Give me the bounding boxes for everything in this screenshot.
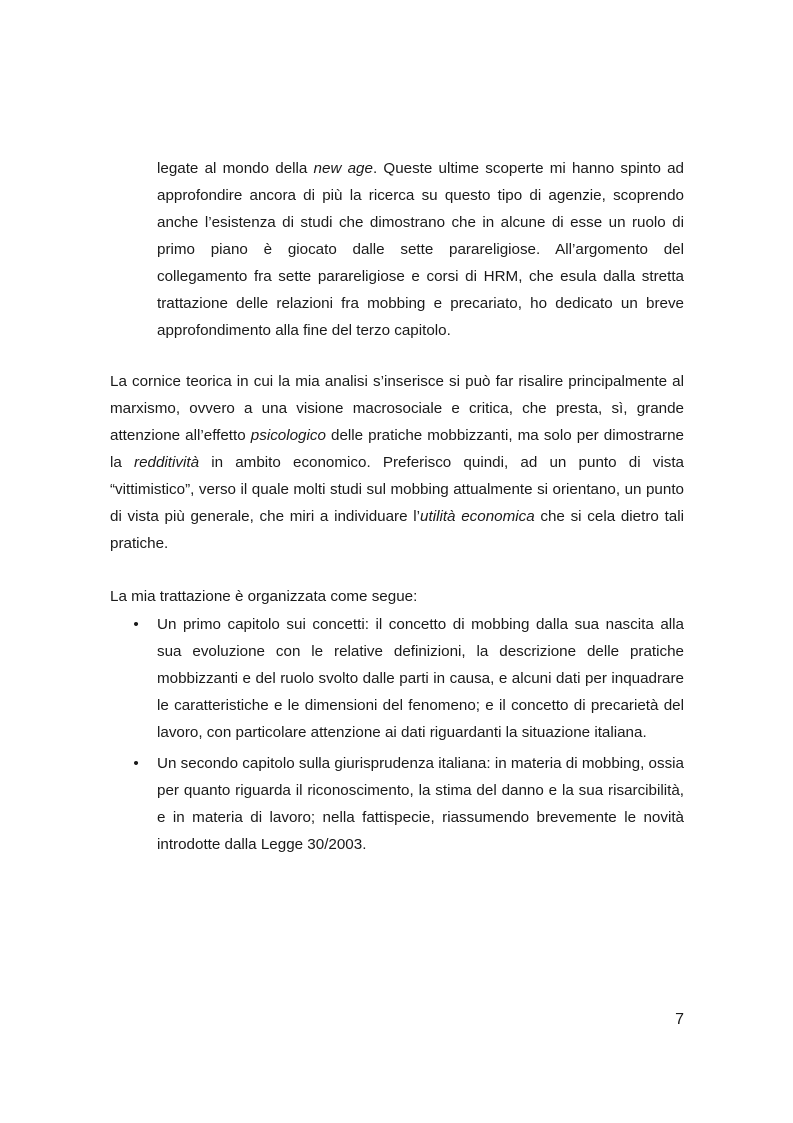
italic-term-redditivita: redditività: [134, 454, 200, 471]
page-number: 7: [675, 1011, 684, 1028]
text-run: delle pratiche mobbizzanti, ma solo per dimostrarne la: [110, 427, 684, 471]
italic-term-psicologico: psicologico: [250, 427, 326, 444]
paragraph-intro-continuation: [157, 155, 684, 344]
text-run: La cornice teorica in cui la mia analisi s’inserisce si può far risalire principalmente al marxismo, ovvero a una visione macrosociale e critica, che presta, sì, grande attenzione all’effetto: [110, 373, 684, 444]
text-run: che si cela dietro tali pratiche.: [110, 508, 684, 552]
paragraph-theoretical-frame: [110, 368, 684, 557]
italic-term-utilita-economica: utilità economica: [420, 508, 535, 525]
paragraph-organization-intro: La mia trattazione è organizzata come segue:: [110, 588, 418, 605]
bullet-icon: •: [133, 755, 139, 772]
text-run: . Queste ultime scoperte mi hanno spinto ad approfondire ancora di più la ricerca su questo tipo di agenzie, scoprendo anche l’esistenza di studi che dimostrano che in alcune di esse un ruolo di primo piano è giocato dalle sette parareligiose. All’argomento del collegamento fra sette parareligiose e corsi di HRM, che esula dalla stretta trattazione delle relazioni fra mobbing e precariato, ho dedicato un breve approfondimento alla fine del terzo capitolo.: [157, 160, 684, 339]
italic-term-new-age: new age: [313, 160, 373, 177]
text-run: legate al mondo della: [157, 160, 314, 177]
chapter-bullet-list: [110, 611, 684, 862]
list-item-chapter-2: [110, 750, 684, 858]
list-item-text: Un secondo capitolo sulla giurisprudenza italiana: in materia di mobbing, ossia per quanto riguarda il riconoscimento, la stima del danno e la sua risarcibilità, e in materia di lavoro; nella fattispecie, riassumendo brevemente le novità introdotte dalla Legge 30/2003.: [157, 755, 684, 853]
list-item-chapter-1: [110, 611, 684, 746]
list-item-text: Un primo capitolo sui concetti: il concetto di mobbing dalla sua nascita alla sua evoluzione con le relative definizioni, la descrizione delle pratiche mobbizzanti e del ruolo svolto dalle parti in causa, e alcuni dati per inquadrare le caratteristiche e le dimensioni del fenomeno; e il concetto di precarietà del lavoro, con particolare attenzione ai dati riguardanti la situazione italiana.: [157, 616, 684, 741]
text-run: in ambito economico. Preferisco quindi, ad un punto di vista “vittimistico”, verso il quale molti studi sul mobbing attualmente si orientano, un punto di vista più generale, che miri a individuare l’: [110, 454, 684, 525]
bullet-icon: •: [133, 616, 139, 633]
